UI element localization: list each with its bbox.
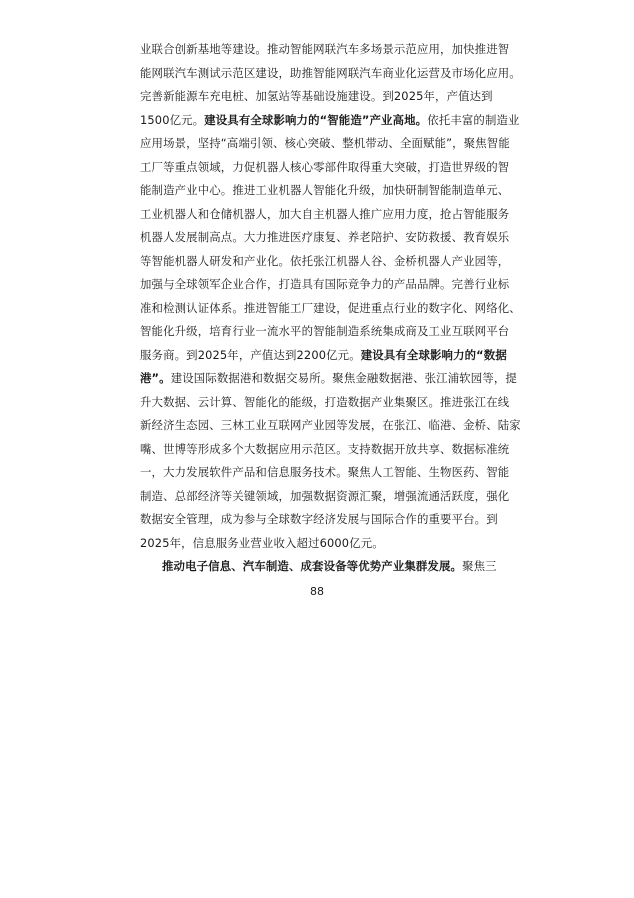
text-line	[140, 461, 510, 485]
text-segment: 智能化升级，培育行业一流水平的智能制造系统集成商及工业互联网平台	[140, 324, 510, 338]
text-line	[140, 179, 510, 203]
text-segment: 嘴、世博等形成多个大数据应用示范区。支持数据开放共享、数据标准统	[140, 441, 510, 456]
text-segment: 服务商。到2025年，产值达到2200亿元。	[140, 347, 361, 362]
text-segment: 等智能机器人研发和产业化。依托张江机器人谷、金桥机器人产业园等，	[140, 253, 510, 268]
text-line	[140, 367, 517, 391]
body-text	[140, 38, 521, 579]
bold-text-segment: 港”。	[140, 371, 171, 385]
text-line	[140, 320, 510, 344]
text-line	[140, 62, 521, 86]
text-line	[140, 297, 521, 321]
text-line	[140, 38, 510, 62]
bold-text-segment: 建设具有全球影响力的“数据	[360, 347, 507, 362]
text-segment: 应用场景，坚持“高端引领、核心突破、整机带动、全面赋能”，聚焦智能	[140, 136, 510, 150]
text-line	[140, 438, 510, 462]
text-line	[140, 132, 510, 156]
text-segment: 工业机器人和仓储机器人，加大自主机器人推广应用力度，抢占智能服务	[140, 206, 510, 221]
text-segment: 建设国际数据港和数据交易所。聚焦金融数据港、张江浦软园等，提	[170, 371, 517, 385]
text-segment: 准和检测认证体系。推进智能工厂建设，促进重点行业的数字化、网络化、	[140, 300, 521, 315]
text-line	[140, 485, 510, 509]
text-segment: 业联合创新基地等建设。推动智能网联汽车多场景示范应用，加快推进智	[140, 42, 510, 56]
text-line	[140, 109, 520, 133]
text-segment: 聚焦三	[462, 559, 497, 573]
text-segment: 工厂等重点领域，力促机器人核心零部件取得重大突破，打造世界级的智	[140, 159, 510, 174]
text-line	[140, 273, 510, 297]
text-segment: 完善新能源车充电桩、加氢站等基础设施建设。到2025年，产值达到	[140, 89, 493, 103]
text-segment: 2025年，信息服务业营业收入超过6000亿元。	[140, 535, 384, 550]
text-line	[140, 508, 500, 532]
text-segment: 升大数据、云计算、智能化的能级，打造数据产业集聚区。推进张江在线	[140, 394, 510, 409]
text-segment: 能制造产业中心。推进工业机器人智能化升级，加快研制智能制造单元、	[140, 183, 510, 197]
text-line	[140, 203, 510, 227]
text-line	[140, 85, 500, 109]
text-segment: 数据安全管理，成为参与全球数字经济发展与国际合作的重要平台。到	[140, 512, 498, 526]
text-segment: 加强与全球领军企业合作，打造具有国际竞争力的产品品牌。完善行业标	[140, 277, 510, 291]
text-line	[140, 391, 510, 415]
text-segment: 1500亿元。	[140, 112, 205, 127]
text-line	[140, 344, 507, 368]
text-segment: 制造、总部经济等关键领域，加强数据资源汇聚，增强流通活跃度，强化	[140, 488, 510, 503]
text-line	[140, 250, 510, 274]
text-line	[140, 532, 500, 556]
text-segment: 新经济生态园、三林工业互联网产业园等发展，在张江、临港、金桥、陆家	[140, 418, 521, 432]
text-line	[140, 414, 521, 438]
bold-text-segment: 建设具有全球影响力的“智能造”产业高地。	[204, 112, 428, 127]
text-segment: 能网联汽车测试示范区建设，助推智能网联汽车商业化运营及市场化应用。	[140, 65, 521, 80]
text-line	[140, 156, 510, 180]
text-segment: 一，大力发展软件产品和信息服务技术。聚焦人工智能、生物医药、智能	[140, 465, 510, 479]
text-segment: 依托丰富的制造业	[427, 112, 520, 127]
bold-text-segment: 推动电子信息、汽车制造、成套设备等优势产业集群发展。	[162, 559, 463, 573]
text-segment: 机器人发展制高点。大力推进医疗康复、养老陪护、安防救援、教育娱乐	[140, 230, 510, 244]
text-line	[140, 226, 510, 250]
text-line	[140, 555, 500, 579]
page-number: 88	[310, 585, 324, 598]
